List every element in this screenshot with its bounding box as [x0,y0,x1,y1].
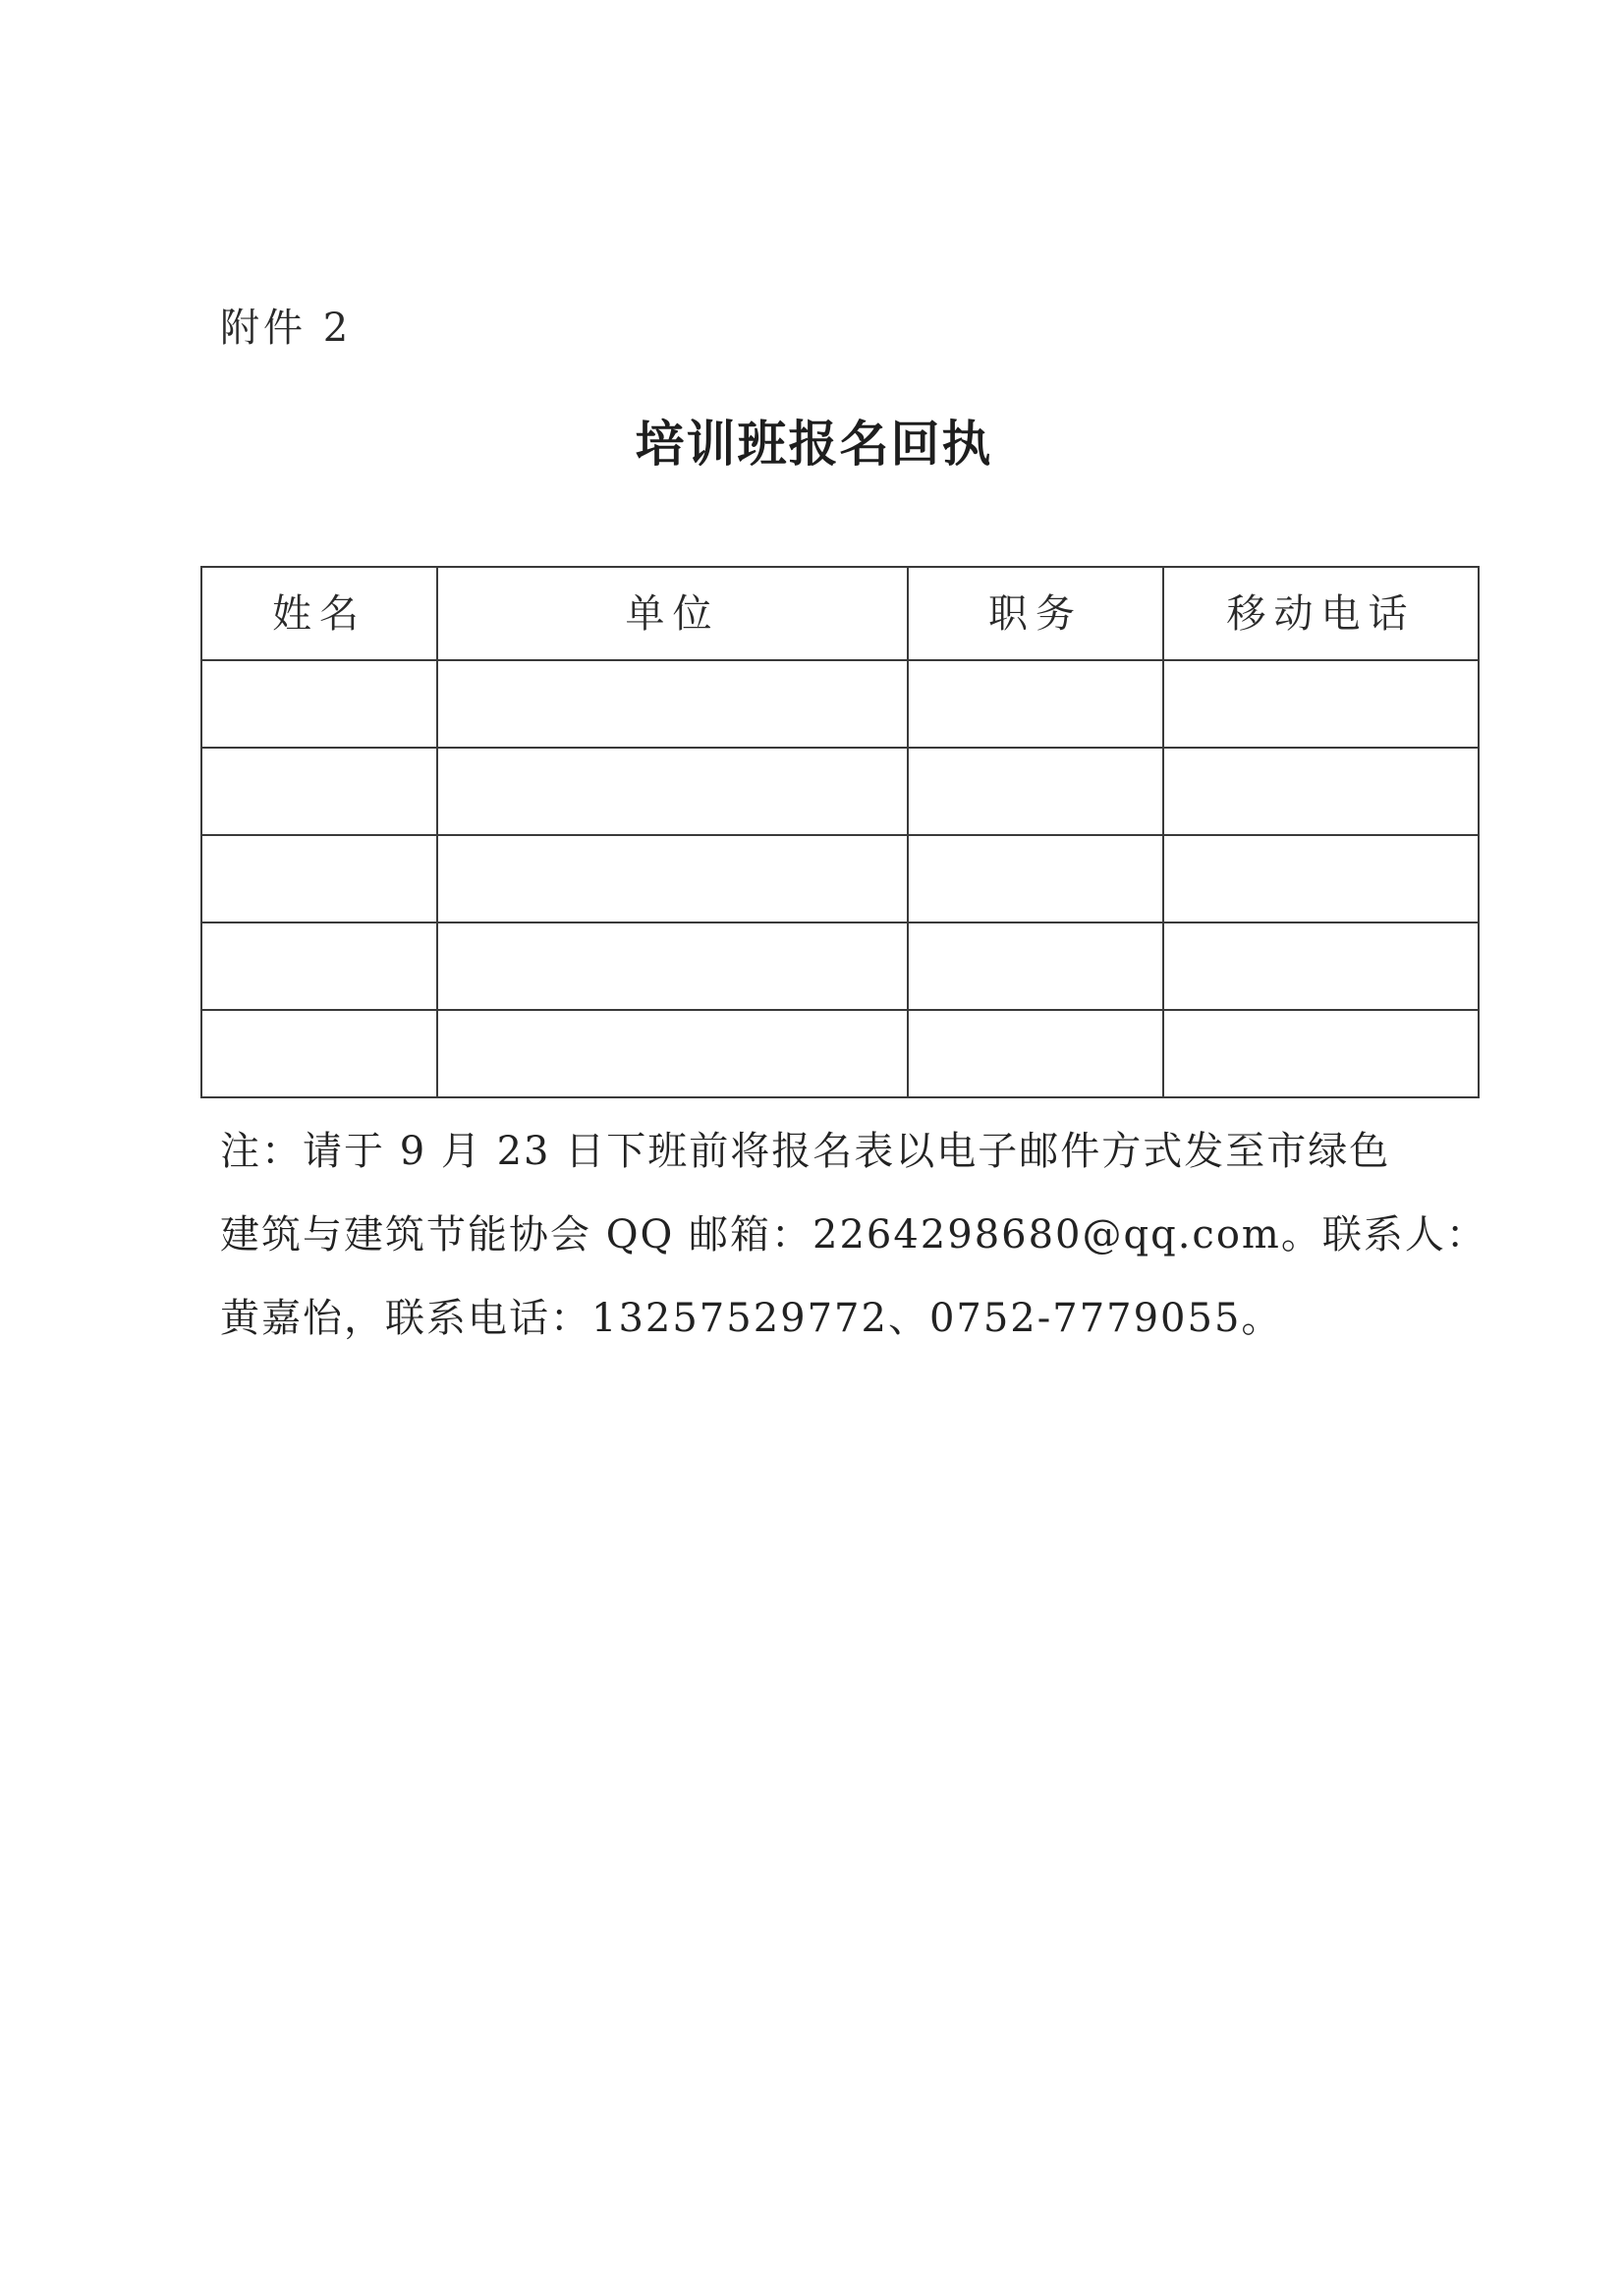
table-row [201,660,1479,748]
header-position: 职务 [908,567,1163,660]
cell-name[interactable] [201,660,437,748]
note-line: 注：请于 9 月 23 日下班前将报名表以电子邮件方式发至市绿色 [220,1129,1391,1174]
cell-mobile-phone[interactable] [1163,660,1479,748]
table-row [201,1010,1479,1097]
cell-mobile-phone[interactable] [1163,1010,1479,1097]
cell-unit[interactable] [437,660,908,748]
table-header-row [201,567,1479,660]
document-title: 培训班报名回执 [635,416,993,473]
table-row [201,922,1479,1010]
cell-position[interactable] [908,835,1163,922]
note-line: 黄嘉怡，联系电话：13257529772、0752-7779055。 [220,1296,1283,1341]
cell-mobile-phone[interactable] [1163,922,1479,1010]
cell-mobile-phone[interactable] [1163,748,1479,835]
cell-name[interactable] [201,835,437,922]
registration-table [200,566,1480,1098]
cell-unit[interactable] [437,922,908,1010]
cell-name[interactable] [201,748,437,835]
table-row [201,748,1479,835]
cell-unit[interactable] [437,835,908,922]
note-line: 建筑与建筑节能协会 QQ 邮箱：2264298680@qq.com。联系人： [220,1212,1487,1258]
cell-position[interactable] [908,748,1163,835]
cell-name[interactable] [201,922,437,1010]
cell-position[interactable] [908,922,1163,1010]
header-mobile-phone: 移动电话 [1163,567,1479,660]
note-paragraph [220,1110,1487,1361]
attachment-label: 附件 2 [220,306,353,351]
header-name: 姓名 [201,567,437,660]
cell-position[interactable] [908,1010,1163,1097]
cell-mobile-phone[interactable] [1163,835,1479,922]
cell-unit[interactable] [437,1010,908,1097]
header-unit: 单位 [437,567,908,660]
cell-position[interactable] [908,660,1163,748]
cell-unit[interactable] [437,748,908,835]
cell-name[interactable] [201,1010,437,1097]
table-row [201,835,1479,922]
